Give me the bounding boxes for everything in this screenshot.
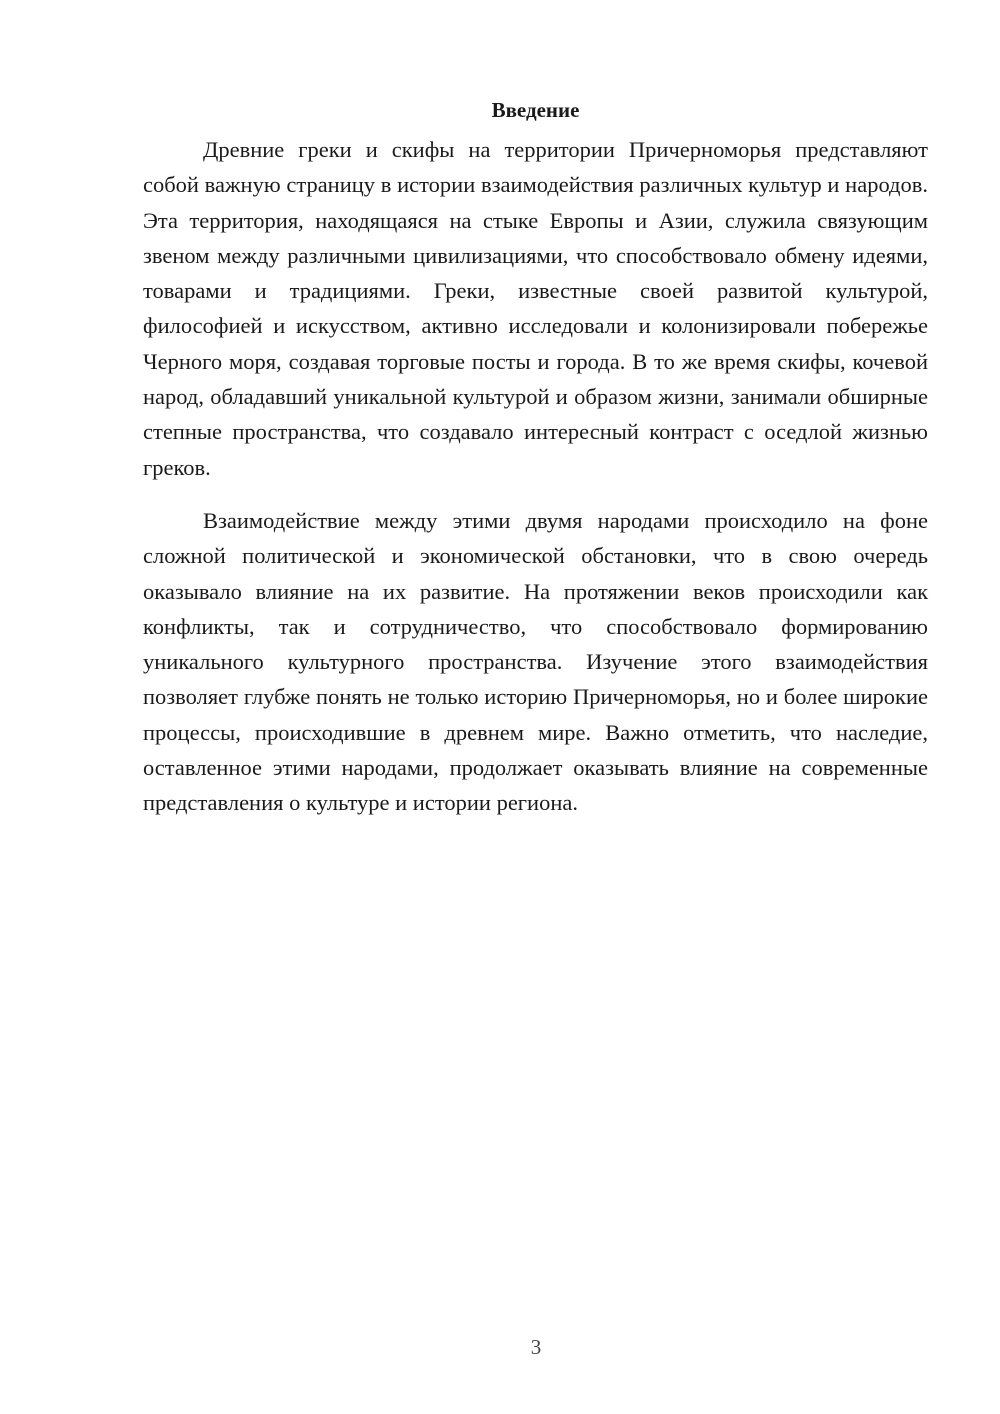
page-content	[143, 92, 928, 839]
section-title: Введение	[491, 98, 580, 122]
paragraph-2: Взаимодействие между этими двумя народами происходило на фоне сложной политической и экономической обстановки, что в свою очередь оказывало влияние на их развитие. На протяжении веков происходили как конфликты, так и сотрудничество, что способствовало формированию уникального культурного пространства. Изучение этого взаимодействия позволяет глубже понять не только историю Причерноморья, но и более широкие процессы, происходившие в древнем мире. Важно отметить, что наследие, оставленное этими народами, продолжает оказывать влияние на современные представления о культуре и истории региона.	[143, 507, 928, 816]
paragraph-1: Древние греки и скифы на территории Причерноморья представляют собой важную страницу в истории взаимодействия различных культур и народов. Эта территория, находящаяся на стыке Европы и Азии, служила связующим звеном между различными цивилизациями, что способствовало обмену идеями, товарами и традициями. Греки, известные своей развитой культурой, философией и искусством, активно исследовали и колонизировали побережье Черного моря, создавая торговые посты и города. В то же время скифы, кочевой народ, обладавший уникальной культурой и образом жизни, занимали обширные степные пространства, что создавало интересный контраст с оседлой жизнью греков.	[143, 137, 928, 480]
page-number: 3	[530, 1335, 542, 1359]
